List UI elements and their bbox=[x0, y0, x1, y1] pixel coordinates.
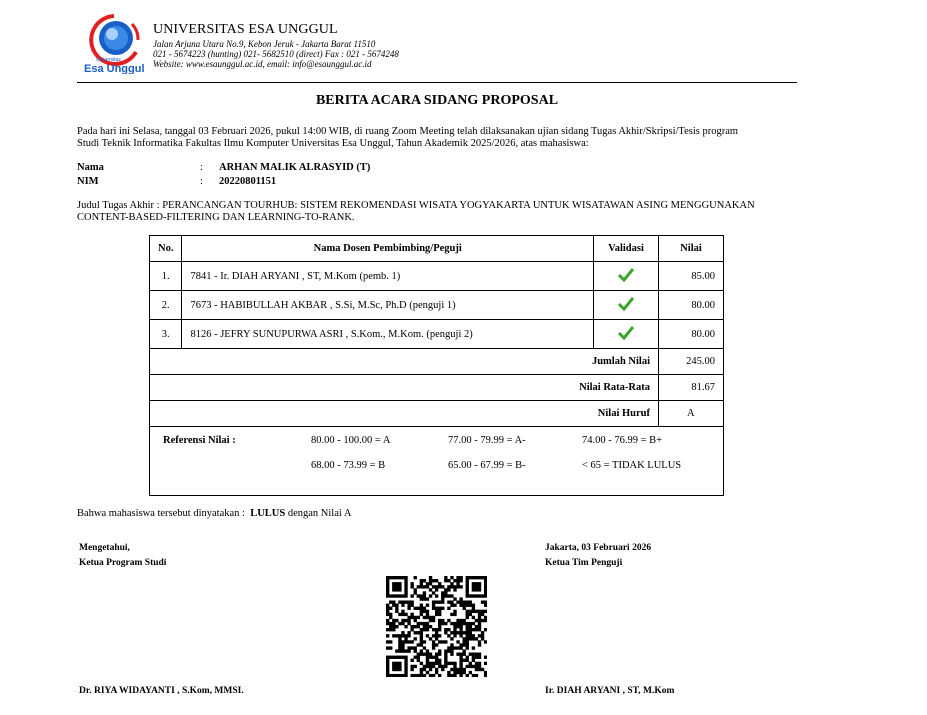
reference-grade-a: 80.00 - 100.00 = A bbox=[311, 435, 391, 446]
reference-grade-b-minus: 65.00 - 67.99 = B- bbox=[448, 460, 526, 471]
header-examiner-name: Nama Dosen Pembimbing/Peguji bbox=[182, 236, 594, 262]
row-examiner-name: 7673 - HABIBULLAH AKBAR , S.Si, M.Sc, Ph.D (penguji 1) bbox=[182, 291, 594, 320]
row-no: 3. bbox=[150, 320, 182, 349]
table-row bbox=[150, 320, 724, 349]
student-name-separator: : bbox=[200, 162, 203, 173]
row-no: 2. bbox=[150, 291, 182, 320]
left-signature-line-2: Ketua Program Studi bbox=[79, 558, 167, 568]
row-examiner-name: 7841 - Ir. DIAH ARYANI , ST, M.Kom (pemb. 1) bbox=[182, 262, 594, 291]
result-statement bbox=[77, 508, 797, 520]
right-signature-date: Jakarta, 03 Februari 2026 bbox=[545, 543, 652, 553]
table-row bbox=[150, 262, 724, 291]
student-nim-label: NIM bbox=[77, 176, 99, 187]
header-divider bbox=[77, 82, 797, 83]
reference-label: Referensi Nilai : bbox=[163, 435, 236, 446]
grade-value: A bbox=[659, 401, 724, 427]
university-name: UNIVERSITAS ESA UNGGUL bbox=[153, 22, 338, 37]
result-status: LULUS bbox=[250, 508, 286, 519]
header-score: Nilai bbox=[659, 236, 724, 262]
student-nim-separator: : bbox=[200, 176, 203, 187]
intro-paragraph-line-1: Pada hari ini Selasa, tanggal 03 Februari 2026, pukul 14:00 WIB, di ruang Zoom Meeting telah dilaksanakan ujian sidang Tugas Akhir/Skripsi/Tesis program bbox=[77, 126, 739, 137]
signature-qr-code bbox=[386, 576, 487, 677]
total-value: 245.00 bbox=[659, 349, 724, 375]
grade-label: Nilai Huruf bbox=[150, 401, 659, 427]
reference-fail: < 65 = TIDAK LULUS bbox=[582, 460, 682, 471]
header-validation: Validasi bbox=[594, 236, 659, 262]
result-prefix: Bahwa mahasiswa tersebut dinyatakan : bbox=[77, 508, 245, 519]
student-nim: 20220801151 bbox=[219, 176, 277, 187]
reference-grade-b-plus: 74.00 - 76.99 = B+ bbox=[582, 435, 663, 446]
thesis-title-line-2: CONTENT-BASED-FILTERING DAN LEARNING-TO-RANK. bbox=[77, 212, 355, 223]
left-signature-line-1: Mengetahui, bbox=[79, 543, 130, 553]
university-address: Jalan Arjuna Utara No.9, Kebon Jeruk - Jakarta Barat 11510 bbox=[153, 39, 376, 49]
intro-paragraph-line-2: Studi Teknik Informatika Fakultas Ilmu Komputer Universitas Esa Unggul, Tahun Akademik 2025/2026, atas mahasiswa: bbox=[77, 138, 589, 149]
right-signature-line-2: Ketua Tim Penguji bbox=[545, 558, 623, 568]
score-table bbox=[149, 235, 724, 496]
result-suffix: dengan Nilai A bbox=[287, 508, 352, 519]
reference-grade-a-minus: 77.00 - 79.99 = A- bbox=[448, 435, 526, 446]
university-phone: 021 - 5674223 (hunting) 021- 5682510 (direct) Fax : 021 - 5674248 bbox=[153, 49, 399, 59]
validation-check-icon bbox=[594, 262, 659, 291]
document-title: BERITA ACARA SIDANG PROPOSAL bbox=[315, 93, 559, 108]
logo-text-top: Universitas bbox=[96, 57, 121, 63]
row-score: 80.00 bbox=[659, 320, 724, 349]
validation-check-icon bbox=[594, 291, 659, 320]
row-examiner-name: 8126 - JEFRY SUNUPURWA ASRI , S.Kom., M.Kom. (penguji 2) bbox=[182, 320, 594, 349]
average-label: Nilai Rata-Rata bbox=[150, 375, 659, 401]
row-score: 85.00 bbox=[659, 262, 724, 291]
university-website: Website: www.esaunggul.ac.id, email: info@esaunggul.ac.id bbox=[153, 59, 372, 69]
average-value: 81.67 bbox=[659, 375, 724, 401]
reference-cell bbox=[150, 427, 724, 496]
student-name-label: Nama bbox=[77, 162, 104, 173]
header-no: No. bbox=[150, 236, 182, 262]
left-signature-name: Dr. RIYA WIDAYANTI , S.Kom, MMSI. bbox=[79, 686, 244, 696]
university-logo bbox=[82, 12, 146, 74]
student-name: ARHAN MALIK ALRASYID (T) bbox=[219, 162, 371, 173]
logo-text-bottom: Esa Unggul bbox=[84, 63, 145, 74]
average-row bbox=[150, 375, 724, 401]
validation-check-icon bbox=[594, 320, 659, 349]
total-label: Jumlah Nilai bbox=[150, 349, 659, 375]
grade-row bbox=[150, 401, 724, 427]
table-header-row bbox=[150, 236, 724, 262]
reference-grade-b: 68.00 - 73.99 = B bbox=[311, 460, 386, 471]
thesis-title-line-1: Judul Tugas Akhir : PERANCANGAN TOURHUB: SISTEM REKOMENDASI WISATA YOGYAKARTA UNTUK WISATAWAN ASING MENGGUNAKAN bbox=[77, 200, 755, 211]
table-row bbox=[150, 291, 724, 320]
row-score: 80.00 bbox=[659, 291, 724, 320]
total-row bbox=[150, 349, 724, 375]
row-no: 1. bbox=[150, 262, 182, 291]
reference-row bbox=[150, 427, 724, 496]
right-signature-name: Ir. DIAH ARYANI , ST, M.Kom bbox=[545, 686, 675, 696]
